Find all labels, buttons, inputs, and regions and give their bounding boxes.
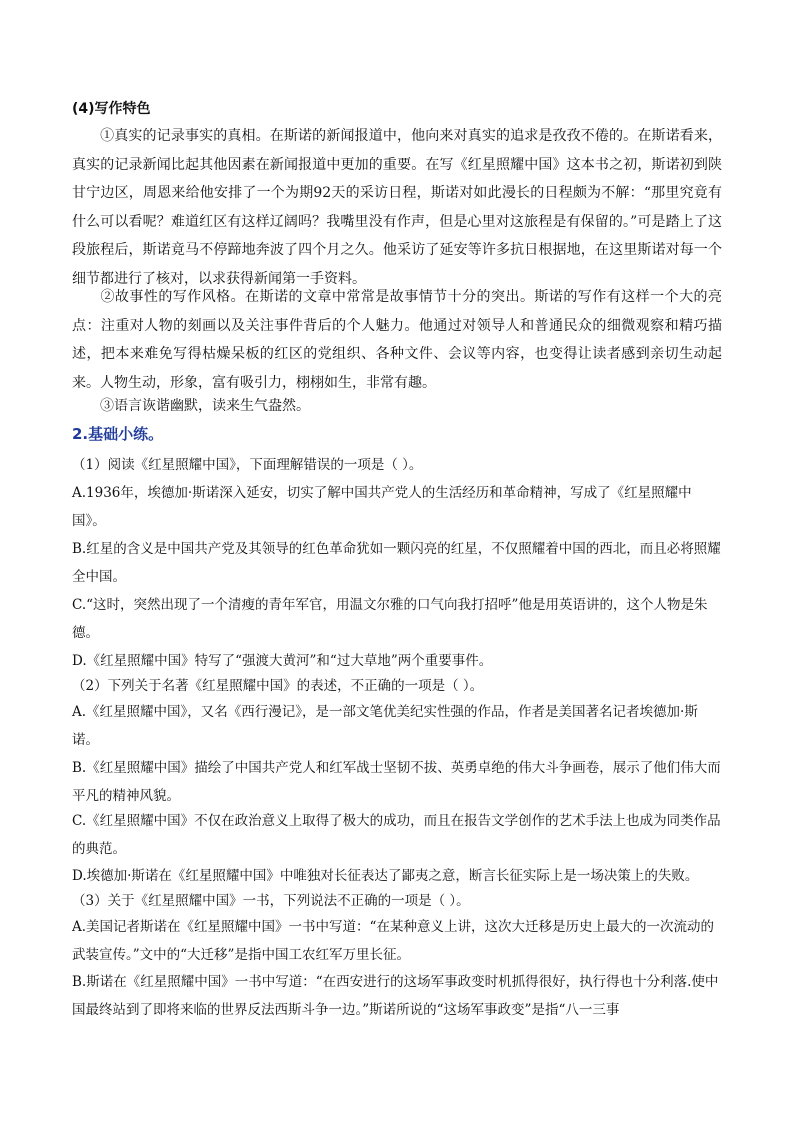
question-2-option-d: D.埃德加·斯诺在《红星照耀中国》中唯独对长征表达了鄙夷之意，断言长征实际上是一场决策上的失败。 [72,868,699,884]
section-title-basic-practice: 2.基础小练。 [72,425,164,443]
question-3-option-a: A.美国记者斯诺在《红星照耀中国》一书中写道：“在某种意义上讲，这次大迁移是历史上最大的一次流动的武装宣传。”文中的“大迁移”是指中国工农红军万里长征。 [72,919,714,963]
question-1: （1）阅读《红星照耀中国》，下面理解错误的一项是（ ）。 [72,457,423,473]
question-2-option-b: B.《红星照耀中国》描绘了中国共产党人和红军战士坚韧不拔、英勇卓绝的伟大斗争画卷，展示了他们伟大而平凡的精神风貌。 [72,760,721,804]
paragraph-2: ②故事性的写作风格。在斯诺的文章中常常是故事情节十分的突出。斯诺的写作有这样一个大的亮点：注重对人物的刻画以及关注事件背后的个人魅力。他通过对领导人和普通民众的细微观察和精巧描述，把本来难免写得枯燥呆板的红区的党组织、各种文件、会议等内容，也变得让读者感到亲切生动起来。人物生动，形象，富有吸引力，栩栩如生，非常有趣。 [72,289,722,391]
question-2-option-a: A.《红星照耀中国》，又名《西行漫记》，是一部文笔优美纪实性强的作品，作者是美国著名记者埃德加·斯诺。 [72,704,698,748]
question-1-option-d: D.《红星照耀中国》特写了“强渡大黄河”和“过大草地”两个重要事件。 [72,653,493,669]
question-2: （2）下列关于名著《红星照耀中国》的表述，不正确的一项是（ ）。 [72,678,484,694]
question-1-option-c: C.“这时，突然出现了一个清瘦的青年军官，用温文尔雅的口气向我打招呼”他是用英语讲的，这个人物是朱德。 [72,597,708,641]
question-2-option-c: C.《红星照耀中国》不仅在政治意义上取得了极大的成功，而且在报告文学创作的艺术手法上也成为同类作品的典范。 [72,813,721,857]
question-3-option-b: B.斯诺在《红星照耀中国》一书中写道：“在西安进行的这场军事政变时机抓得很好，执行得也十分利落.使中国最终站到了即将来临的世界反法西斯斗争一边。”斯诺所说的“这场军事政变”是指“八一三事 [72,974,719,1018]
paragraph-1: ①真实的记录事实的真相。在斯诺的新闻报道中，他向来对真实的追求是孜孜不倦的。在斯诺看来，真实的记录新闻比起其他因素在新闻报道中更加的重要。在写《红星照耀中国》这本书之初，斯诺初到陕甘宁边区，周恩来给他安排了一个为期92天的采访日程，斯诺对如此漫长的日程颇为不解：“那里究竟有什么可以看呢？难道红区有这样辽阔吗？我嘴里没有作声，但是心里对这旅程是有保留的。”可是踏上了这段旅程后，斯诺竟马不停蹄地奔波了四个月之久。他采访了延安等许多抗日根据地，在这里斯诺对每一个细节都进行了核对，以求获得新闻第一手资料。 [72,128,722,287]
question-1-option-a: A.1936年，埃德加·斯诺深入延安，切实了解中国共产党人的生活经历和革命精神，写成了《红星照耀中国》。 [72,485,692,529]
question-1-option-b: B.红星的含义是中国共产党及其领导的红色革命犹如一颗闪亮的红星，不仅照耀着中国的西北，而且必将照耀全中国。 [72,541,721,585]
question-3: （3）关于《红星照耀中国》一书，下列说法不正确的一项是（ ）。 [72,893,470,909]
paragraph-3: ③语言诙谐幽默，读来生气盎然。 [100,398,310,414]
section-title-writing-features: (4)写作特色 [72,101,151,117]
